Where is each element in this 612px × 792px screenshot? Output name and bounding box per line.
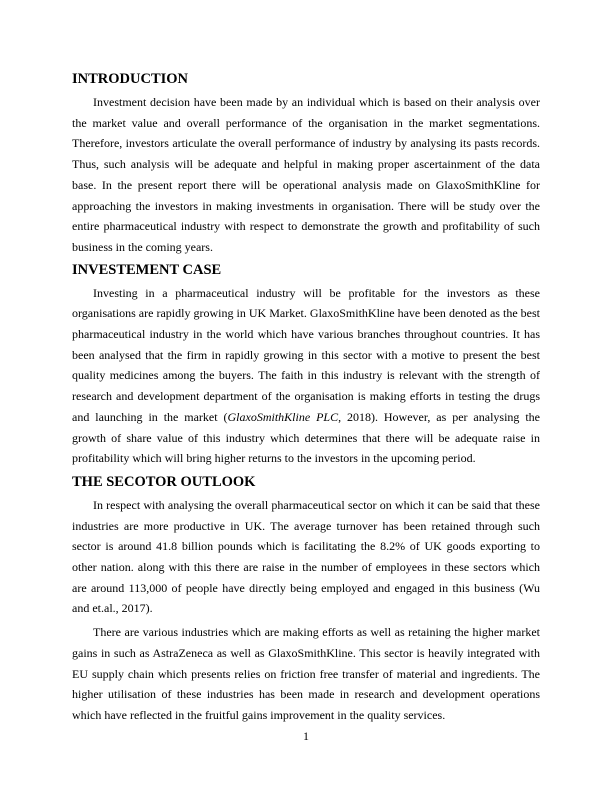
paragraph: Investment decision have been made by an individual which is based on their analysis over the market value and overall performance of the organisation in the market segmentations. Therefore, investors articulate the overall performance of industry by analysing its pasts records. Thus, such analysis will be adequate and helpful in making proper ascertainment of the data base. In the present report there will be operational analysis made on GlaxoSmithKline for approaching the investors in making investments in organisation. There will be study over the entire pharmaceutical industry with respect to demonstrate the growth and profitability of such business in the coming years. — [72, 95, 540, 254]
section-sector-outlook — [72, 473, 540, 726]
paragraph-text: Investing in a pharmaceutical industry will be profitable for the investors as these organisations are rapidly growing in UK Market. GlaxoSmithKline have been denoted as the best pharmaceutical industry in the world which have various branches throughout countries. It has been analysed that the firm in rapidly growing in this sector with a motive to present the best quality medicines among the buyers. The faith in this industry is relevant with the strength of research and development department of the organisation is making efforts in testing the drugs and launching in the market ( — [72, 285, 540, 424]
page-number: 1 — [303, 729, 309, 743]
section-heading: INTRODUCTION — [72, 71, 189, 87]
paragraph: In respect with analysing the overall pharmaceutical sector on which it can be said that these industries are more productive in UK. The average turnover has been retained through such sector is around 41.8 billion pounds which is facilitating the 8.2% of UK goods exporting to other nation. along with this there are raise in the number of employees in these sectors which are around 113,000 of people have directly being employed and engaged in this business (Wu and et.al., 2017). — [72, 497, 540, 616]
section-investment-case — [72, 261, 540, 469]
section-introduction — [72, 70, 540, 258]
section-heading: THE SECOTOR OUTLOOK — [72, 473, 256, 490]
paragraph: There are various industries which are making efforts as well as retaining the higher market gains in such as AstraZeneca as well as GlaxoSmithKline. This sector is heavily integrated with EU supply chain which presents relies on friction free transfer of material and ingredients. The higher utilisation of these industries has been made in research and development operations which have reflected in the fruitful gains improvement in the quality services. — [72, 625, 540, 722]
section-heading: INVESTEMENT CASE — [72, 261, 222, 278]
document-page — [72, 70, 540, 726]
paragraph-text: , 2018). However, as per analysing the growth of share value of this industry which determines that there will be adequate raise in profitability which will bring higher returns to the investors in the upcoming period. — [72, 409, 540, 466]
paragraph — [72, 283, 540, 469]
citation: GlaxoSmithKline PLC — [227, 409, 339, 424]
